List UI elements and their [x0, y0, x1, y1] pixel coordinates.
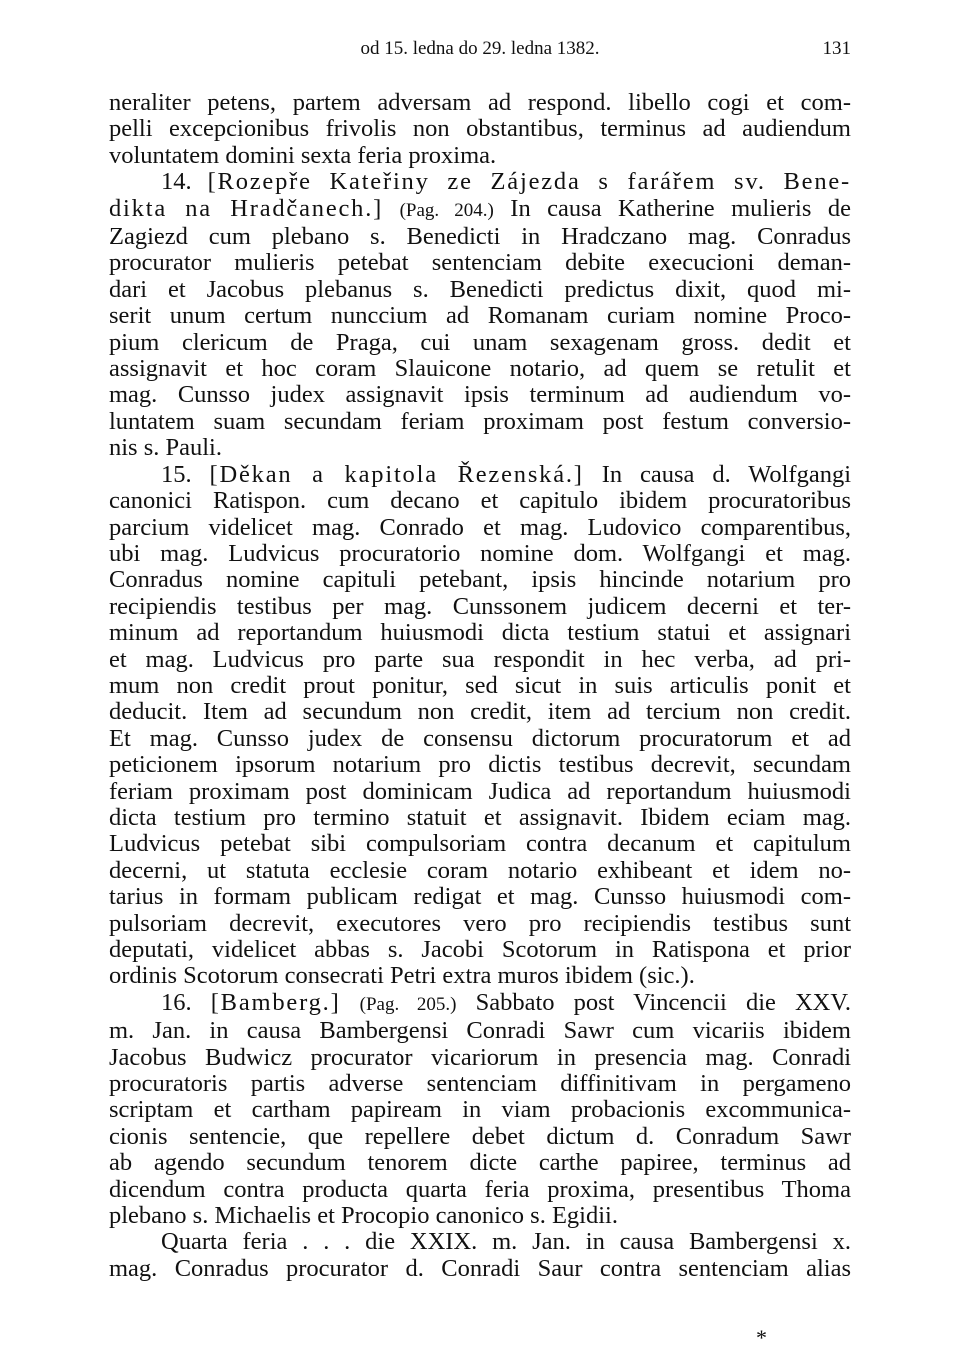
entry-14-heading-line [109, 169, 851, 195]
entry-number: 15. [161, 460, 192, 488]
text-line: decerni, ut statuta ecclesie coram notario exhibeant et idem no- [109, 856, 851, 884]
entry-heading: [Bamberg.] [210, 988, 341, 1016]
text-line: ab agendo secundum tenorem dicte carthe papiree, terminus ad [109, 1149, 851, 1177]
text-line: Jacobus Budwicz procurator vicariorum in presencia mag. Conradi [109, 1043, 851, 1071]
text-segment: Sabbato post Vincencii die XXV. [475, 988, 852, 1016]
paragraph-continuation [109, 90, 851, 169]
text-line: assignavit et hoc coram Slauicone notario, ad quem se retulit et [109, 355, 851, 383]
page-reference: (Pag. 205.) [359, 993, 457, 1015]
entry-heading: [Děkan a kapitola Řezenská.] [209, 460, 584, 488]
document-page [109, 0, 851, 1372]
text-line: scriptam et cartham papiream in viam probacionis excommunica- [109, 1096, 851, 1124]
text-line: canonici Ratispon. cum decano et capitulo ibidem procuratoribus [109, 487, 851, 515]
text-line: serit unum certum nunccium ad Romanam curiam nomine Proco- [109, 302, 851, 330]
text-segment: In causa Katherine mulieris de [510, 194, 851, 222]
text-line: minum ad reportandum huiusmodi dicta testium statui et assignari [109, 619, 851, 647]
text-line: neraliter petens, partem adversam ad respond. libello cogi et com- [109, 89, 851, 116]
entry-16 [109, 990, 851, 1230]
page-reference: (Pag. 204.) [399, 199, 494, 221]
entry-15 [109, 462, 851, 990]
entry-heading: dikta na Hradčanech.] [109, 194, 384, 222]
text-line: peticionem ipsorum notarium pro dictis testibus decrevit, secundam [109, 751, 851, 779]
text-line: mag. Cunsso judex assignavit ipsis terminum ad audiendum vo- [109, 381, 851, 409]
text-line: Ludvicus petebat sibi compulsoriam contra decanum et capitulum [109, 830, 851, 858]
text-line [109, 196, 851, 224]
text-line: mag. Conradus procurator d. Conradi Saur contra sentenciam alias [109, 1254, 851, 1282]
text-line: recipiendis testibus per mag. Cunssonem judicem decerni et ter- [109, 592, 851, 620]
entry-number: 16. [161, 988, 192, 1016]
text-line: Et mag. Cunsso judex de consensu dictorum procuratorum et ad [109, 724, 851, 752]
running-title: od 15. ledna do 29. ledna 1382. [360, 38, 600, 59]
text-line: mum non credit prout ponitur, sed sicut in suis articulis ponit et [109, 671, 851, 699]
text-line: dari et Jacobus plebanus s. Benedicti predictus dixit, quod mi- [109, 275, 851, 303]
text-line: Quarta feria . . . die XXIX. m. Jan. in causa Bambergensi x. [161, 1228, 851, 1256]
text-segment: In causa d. Wolfgangi [601, 460, 852, 488]
text-line: tarius in formam publicam redigat et mag. Cunsso huiusmodi com- [109, 883, 851, 911]
text-line: pium clericum de Praga, cui unam sexagenam gross. dedit et [109, 328, 851, 356]
text-line: feriam proximam post dominicam Judica ad reportandum huiusmodi [109, 777, 851, 805]
entry-heading: [Rozepře Kateřiny ze Zájezda s farářem sv. Bene- [207, 168, 852, 196]
text-line: procurator mulieris petebat sentenciam debite execucioni deman- [109, 249, 851, 277]
entry-number: 14. [161, 168, 192, 196]
text-line: deducit. Item ad secundum non credit, item ad tercium non credit. [109, 698, 851, 726]
text-line: parcium videlicet mag. Conrado et mag. Ludovico comparentibus, [109, 513, 851, 541]
page-number: 131 [822, 38, 851, 59]
text-line: luntatem suam secundam feriam proximam post festum conversio- [109, 407, 851, 435]
text-line: plebano s. Michaelis et Procopio canonico s. Egidii. [109, 1202, 618, 1230]
text-line: cionis sentencie, que repellere debet dictum d. Conradum Sawr [109, 1122, 851, 1150]
text-line: ubi mag. Ludvicus procuratorio nomine dom. Wolfgangi et mag. [109, 539, 851, 567]
text-line: nis s. Pauli. [109, 434, 222, 462]
signature-mark: * [756, 1325, 767, 1350]
body-text [109, 90, 851, 1282]
text-line: et mag. Ludvicus pro parte sua respondit in hec verba, ad pri- [109, 645, 851, 673]
text-line: voluntatem domini sexta feria proxima. [109, 141, 497, 169]
text-line: Conradus nomine capituli petebant, ipsis hincinde notarium pro [109, 566, 851, 594]
entry-16-heading-line [109, 990, 851, 1018]
text-line: m. Jan. in causa Bambergensi Conradi Sawr cum vicariis ibidem [109, 1017, 851, 1045]
text-line: deputati, videlicet abbas s. Jacobi Scotorum in Ratispona et prior [109, 936, 851, 963]
text-line: dicendum contra producta quarta feria proxima, presentibus Thoma [109, 1175, 851, 1203]
text-line: ordinis Scotorum consecrati Petri extra muros ibidem (sic.). [109, 962, 695, 990]
text-line: dicta testium pro termino statuit et assignavit. Ibidem eciam mag. [109, 803, 851, 831]
text-line: pelli excepcionibus frivolis non obstantibus, terminus ad audiendum [109, 115, 851, 143]
text-line: procuratoris partis adverse sentenciam diffinitivam in pergameno [109, 1070, 851, 1098]
text-line: pulsoriam decrevit, executores vero pro recipiendis testibus sunt [109, 909, 851, 937]
running-header [109, 38, 851, 64]
entry-15-heading-line [109, 462, 851, 488]
entry-14 [109, 169, 851, 461]
paragraph-quarta-feria [109, 1229, 851, 1282]
text-line: Zagiezd cum plebano s. Benedicti in Hradczano mag. Conradus [109, 223, 851, 251]
